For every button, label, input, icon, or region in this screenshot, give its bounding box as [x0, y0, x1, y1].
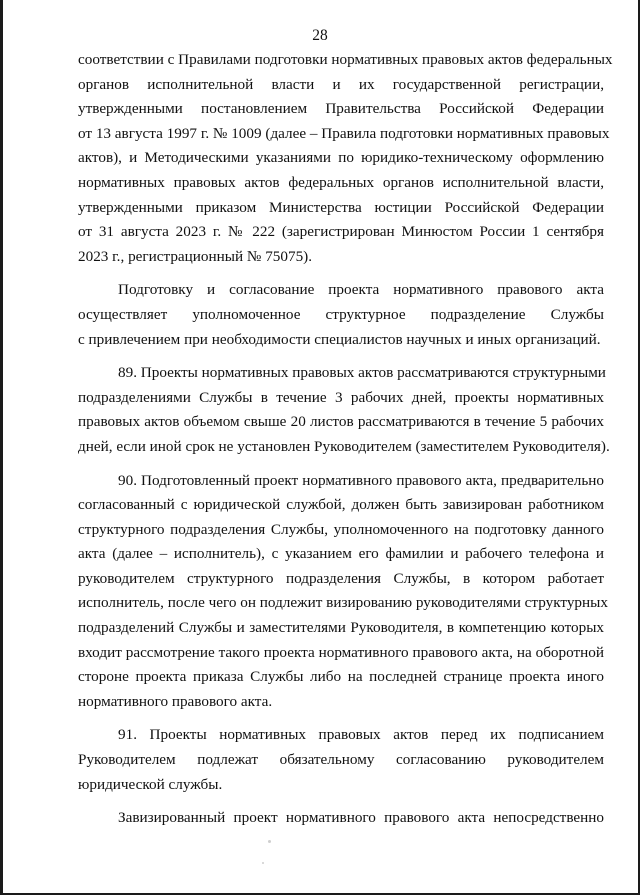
text-line: органов исполнительной власти и их государственной регистрации,: [78, 75, 604, 93]
text-line: стороне проекта приказа Службы либо на последней странице проекта иного: [78, 668, 604, 686]
text-line: актов), и Методическими указаниями по юридико-техническому оформлению: [78, 149, 604, 167]
text-line: подразделениями Службы в течение 3 рабочих дней, проекты нормативных: [78, 388, 604, 406]
text-line: 90. Подготовленный проект нормативного правового акта, предварительно: [118, 471, 604, 489]
text-line: утвержденными постановлением Правительства Российской Федерации: [78, 100, 604, 118]
text-line: согласованный с юридической службой, должен быть завизирован работником: [78, 496, 604, 514]
text-line: утвержденными приказом Министерства юстиции Российской Федерации: [78, 198, 604, 216]
paragraph-endorsed-draft: [78, 806, 604, 831]
text-line: соответствии с Правилами подготовки нормативных правовых актов федеральных: [78, 51, 613, 68]
text-line: 89. Проекты нормативных правовых актов рассматриваются структурными: [118, 364, 606, 382]
text-line: правовых актов объемом свыше 20 листов рассматриваются в течение 5 рабочих: [78, 413, 604, 431]
scan-speck: [268, 840, 271, 843]
text-line: 2023 г., регистрационный № 75075).: [78, 247, 313, 265]
text-line: осуществляет уполномоченное структурное подразделение Службы: [78, 305, 604, 323]
text-line: исполнитель, после чего он подлежит визированию руководителями структурных: [78, 594, 608, 612]
text-line: подразделений Службы и заместителями Руководителя, в компетенцию которых: [78, 619, 604, 637]
text-line: входит рассмотрение такого проекта нормативного правового акта, на оборотной: [78, 643, 604, 661]
text-line: от 13 августа 1997 г. № 1009 (далее – Правила подготовки нормативных правовых: [78, 124, 610, 142]
text-line: дней, если иной срок не установлен Руководителем (заместителем Руководителя).: [78, 437, 610, 455]
page-number: 28: [312, 27, 328, 44]
scan-edge-left: [0, 0, 3, 895]
text-line: нормативных правовых актов федеральных органов исполнительной власти,: [78, 173, 604, 191]
text-line: акта (далее – исполнитель), с указанием его фамилии и рабочего телефона и: [78, 545, 604, 563]
paragraph-continuation: [78, 48, 613, 269]
scan-speck: [262, 862, 264, 864]
text-line: юридической службы.: [78, 775, 223, 793]
text-line: 91. Проекты нормативных правовых актов перед их подписанием: [118, 726, 604, 744]
text-line: руководителем структурного подразделения Службы, в котором работает: [78, 569, 604, 587]
text-line: структурного подразделения Службы, уполномоченного на подготовку данного: [78, 520, 604, 538]
text-line: нормативного правового акта.: [78, 692, 273, 710]
text-line: с привлечением при необходимости специалистов научных и иных организаций.: [78, 330, 601, 348]
paragraph-item-89: [78, 361, 610, 459]
paragraph-preparation: [78, 278, 604, 352]
paragraph-item-91: [78, 723, 604, 797]
document-body: [78, 48, 613, 831]
text-line: Завизированный проект нормативного правового акта непосредственно: [118, 809, 604, 827]
paragraph-item-90: [78, 469, 608, 715]
text-line: Руководителем подлежат обязательному согласованию руководителем: [78, 751, 604, 769]
text-line: от 31 августа 2023 г. № 222 (зарегистрирован Минюстом России 1 сентября: [78, 223, 604, 241]
text-line: Подготовку и согласование проекта нормативного правового акта: [118, 281, 604, 299]
